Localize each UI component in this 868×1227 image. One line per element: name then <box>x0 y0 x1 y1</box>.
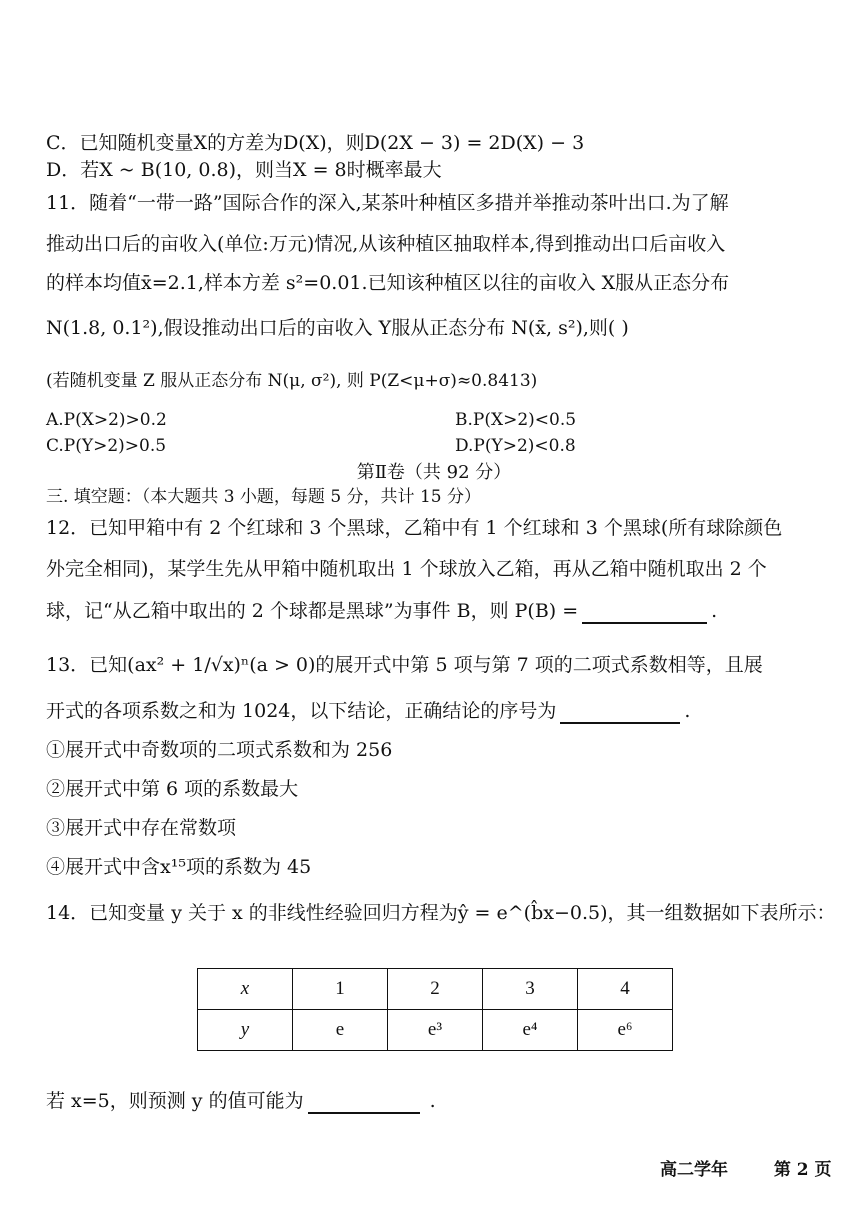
q14-answer-blank[interactable] <box>308 1112 420 1114</box>
q12-line-1: 12．已知甲箱中有 2 个红球和 3 个黑球，乙箱中有 1 个红球和 3 个黑球(所有球除颜色 <box>46 517 783 539</box>
q13-item-3: ③展开式中存在常数项 <box>46 817 237 839</box>
q11-option-b: B.P(X>2)<0.5 <box>455 410 577 430</box>
table-row-y <box>198 1010 673 1051</box>
table-cell-x-2: 2 <box>388 969 483 1010</box>
section-heading: 三. 填空题：（本大题共 3 小题，每题 5 分，共计 15 分） <box>46 487 481 507</box>
table-row-x <box>198 969 673 1010</box>
q12-line-2: 外完全相同)，某学生先从甲箱中随机取出 1 个球放入乙箱，再从乙箱中随机取出 2 个 <box>46 558 767 580</box>
q12-line-3-row: 球，记“从乙箱中取出的 2 个球都是黑球”为事件 B，则 P(B) = . <box>46 600 718 622</box>
q13-answer-blank[interactable] <box>560 722 680 724</box>
table-cell-y-2: e³ <box>388 1010 483 1051</box>
data-table <box>197 968 673 1051</box>
q13-item-2: ②展开式中第 6 项的系数最大 <box>46 778 299 800</box>
q13-line-1: 13．已知(ax² + 1/√x)ⁿ(a > 0)的展开式中第 5 项与第 7 项的二项式系数相等，且展 <box>46 654 763 676</box>
q11-option-a: A.P(X>2)>0.2 <box>46 410 167 430</box>
footer-grade: 高二学年 <box>660 1160 728 1180</box>
q10-option-c: C．已知随机变量X的方差为D(X)，则D(2X − 3) = 2D(X) − 3 <box>46 132 585 154</box>
q11-option-c: C.P(Y>2)>0.5 <box>46 436 167 456</box>
q13-item-4: ④展开式中含x¹⁵项的系数为 45 <box>46 856 312 878</box>
table-cell-x-3: 3 <box>483 969 578 1010</box>
table-cell-y-1: e <box>293 1010 388 1051</box>
table-cell-y-label: y <box>198 1010 293 1051</box>
q11-line-1: 11．随着“一带一路”国际合作的深入,某茶叶种植区多措并举推动茶叶出口.为了解 <box>46 192 729 214</box>
table-cell-x-1: 1 <box>293 969 388 1010</box>
q12-answer-blank[interactable] <box>582 622 707 624</box>
q11-line-3: 的样本均值x̄=2.1,样本方差 s²=0.01.已知该种植区以往的亩收入 X服从正态分布 <box>46 272 730 294</box>
page-footer <box>660 1155 832 1180</box>
q13-line-2-row: 开式的各项系数之和为 1024，以下结论，正确结论的序号为 . <box>46 700 691 722</box>
table-cell-y-3: e⁴ <box>483 1010 578 1051</box>
table-cell-x-label: x <box>198 969 293 1010</box>
q14-line-2-row: 若 x=5，则预测 y 的值可能为 . <box>46 1090 436 1112</box>
q14-line-1: 14．已知变量 y 关于 x 的非线性经验回归方程为ŷ = e^(b̂x−0.5)，其一组数据如下表所示： <box>46 902 836 924</box>
table-cell-x-4: 4 <box>578 969 673 1010</box>
q14-line-2: 若 x=5，则预测 y 的值可能为 <box>46 1090 304 1112</box>
q11-option-d: D.P(Y>2)<0.8 <box>455 436 576 456</box>
q11-line-4: N(1.8, 0.1²),假设推动出口后的亩收入 Y服从正态分布 N(x̄, s²),则( ) <box>46 317 629 339</box>
q10-option-d: D．若X ~ B(10, 0.8)，则当X = 8时概率最大 <box>46 159 442 181</box>
q13-item-1: ①展开式中奇数项的二项式系数和为 256 <box>46 739 393 761</box>
q13-line-2: 开式的各项系数之和为 1024，以下结论，正确结论的序号为 <box>46 700 557 722</box>
q11-line-2: 推动出口后的亩收入(单位:万元)情况,从该种植区抽取样本,得到推动出口后亩收入 <box>46 233 726 255</box>
table-cell-y-4: e⁶ <box>578 1010 673 1051</box>
footer-page-number: 第 2 页 <box>773 1160 832 1180</box>
q12-line-3: 球，记“从乙箱中取出的 2 个球都是黑球”为事件 B，则 P(B) = <box>46 600 579 622</box>
q11-note: (若随机变量 Z 服从正态分布 N(μ, σ²), 则 P(Z<μ+σ)≈0.8413) <box>46 371 538 391</box>
section-title: 第Ⅱ卷（共 92 分） <box>356 462 512 483</box>
